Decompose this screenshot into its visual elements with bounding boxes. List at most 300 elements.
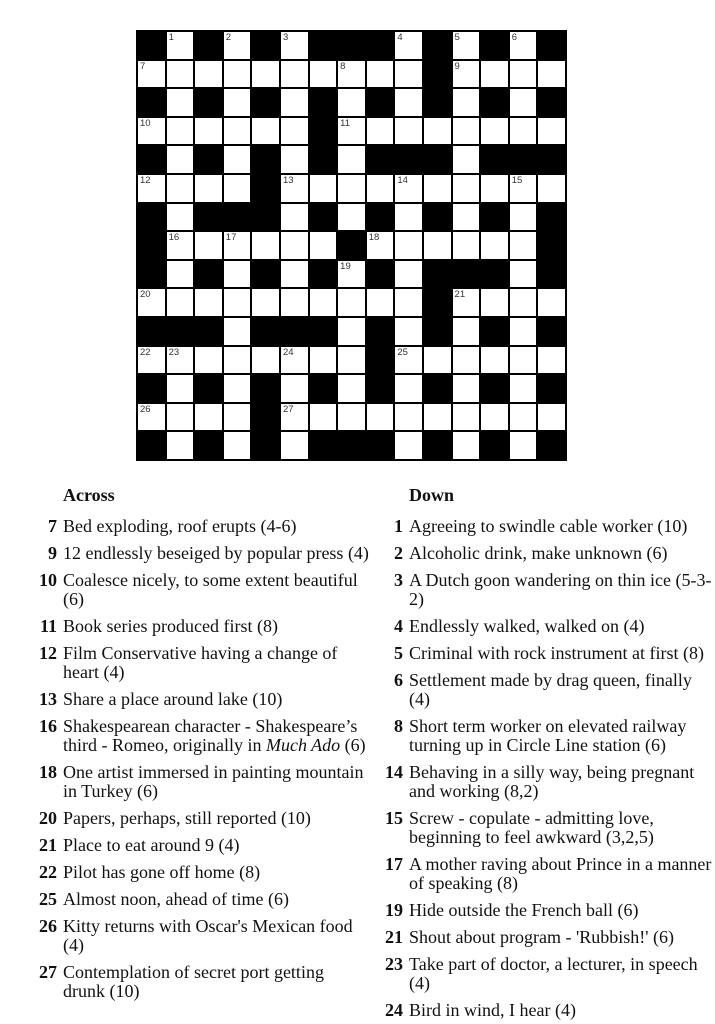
cell-number: 10 [140,117,151,129]
grid-cell-black [310,375,337,402]
grid-cell-black [538,89,565,116]
grid-cell-black [538,204,565,231]
grid-cell[interactable] [395,118,422,145]
grid-cell[interactable] [138,61,165,88]
grid-cell[interactable] [338,118,365,145]
clue-down-14 [379,763,715,801]
grid-cell-black [310,318,337,345]
grid-cell[interactable] [167,375,194,402]
grid-cell[interactable] [481,118,508,145]
grid-cell[interactable] [395,61,422,88]
grid-cell-black [481,89,508,116]
clue-number: 6 [394,670,403,690]
grid-cell[interactable] [195,347,222,374]
grid-cell-black [367,375,394,402]
grid-cell[interactable] [395,175,422,202]
clue-number: 10 [39,570,57,590]
grid-cell-black [138,375,165,402]
grid-cell[interactable] [281,261,308,288]
grid-cell[interactable] [252,289,279,316]
grid-cell[interactable] [224,318,251,345]
grid-cell[interactable] [310,404,337,431]
clue-across-13 [33,690,375,709]
grid-cell[interactable] [252,232,279,259]
grid-cell[interactable] [510,261,537,288]
grid-cell-black [138,89,165,116]
across-heading: Across [63,485,115,505]
clue-text: Behaving in a silly way, being pregnant and working (8,2) [409,762,695,801]
grid-cell[interactable] [224,232,251,259]
grid-cell-black [281,318,308,345]
grid-cell[interactable] [510,118,537,145]
grid-cell-black [395,146,422,173]
grid-cell[interactable] [481,175,508,202]
grid-cell[interactable] [453,61,480,88]
clue-text: Hide outside the French ball (6) [409,900,639,920]
grid-cell-black [167,318,194,345]
grid-cell-black [338,432,365,459]
grid-cell-black [481,375,508,402]
clue-down-2 [379,544,715,563]
grid-cell-black [138,318,165,345]
grid-cell[interactable] [481,289,508,316]
grid-cell[interactable] [338,375,365,402]
cell-number: 15 [511,174,523,186]
grid-cell[interactable] [367,404,394,431]
clue-number: 26 [39,916,57,936]
grid-cell[interactable] [281,289,308,316]
grid-cell[interactable] [224,375,251,402]
cell-number: 25 [397,346,408,358]
clue-number: 21 [385,927,403,947]
cell-number: 16 [168,232,180,244]
cell-number: 23 [168,346,180,358]
grid-cell[interactable] [310,175,337,202]
grid-cell[interactable] [252,61,279,88]
grid-cell-black [138,146,165,173]
grid-cell[interactable] [281,232,308,259]
clue-number: 1 [394,516,403,536]
grid-cell[interactable] [395,347,422,374]
grid-cell[interactable] [510,89,537,116]
grid-cell[interactable] [367,118,394,145]
grid-cell-black [252,32,279,59]
grid-cell-black [424,289,451,316]
cell-number: 2 [225,32,232,43]
grid-cell-black [424,204,451,231]
grid-cell[interactable] [281,118,308,145]
grid-cell[interactable] [224,347,251,374]
grid-cell[interactable] [338,347,365,374]
grid-cell[interactable] [510,204,537,231]
clue-text: Kitty returns with Oscar's Mexican food (4) [63,916,353,955]
clue-number: 9 [48,543,57,563]
clue-number: 18 [39,762,57,782]
grid-cell[interactable] [453,318,480,345]
grid-cell[interactable] [538,289,565,316]
cell-number: 7 [140,60,146,72]
grid-cell[interactable] [395,261,422,288]
cell-number: 27 [282,403,294,415]
grid-cell[interactable] [510,232,537,259]
grid-cell[interactable] [338,261,365,288]
grid-cell[interactable] [453,289,480,316]
cell-number: 14 [397,174,408,186]
grid-cell[interactable] [338,204,365,231]
grid-cell[interactable] [167,347,194,374]
clue-text: Place to eat around 9 (4) [63,835,240,855]
clue-across-7 [33,517,375,536]
clue-across-11 [33,617,375,636]
grid-cell[interactable] [167,404,194,431]
grid-cell[interactable] [281,347,308,374]
clue-number: 11 [39,616,57,636]
clue-number: 15 [385,808,403,828]
grid-cell[interactable] [138,289,165,316]
grid-cell[interactable] [310,61,337,88]
grid-cell-black [252,375,279,402]
clue-down-17 [379,855,715,893]
grid-cell-black [138,32,165,59]
clue-text: One artist immersed in painting mountain in Turkey (6) [63,762,364,801]
grid-cell[interactable] [424,118,451,145]
grid-cell[interactable] [453,89,480,116]
grid-cell[interactable] [195,175,222,202]
grid-cell[interactable] [224,32,251,59]
grid-cell[interactable] [453,375,480,402]
across-clue-list [33,517,375,1001]
grid-cell[interactable] [338,175,365,202]
clue-number: 14 [385,762,403,782]
grid-cell[interactable] [224,118,251,145]
grid-cell-black [481,432,508,459]
cell-number: 1 [168,32,174,43]
grid-cell[interactable] [167,61,194,88]
cell-number: 17 [225,232,237,244]
grid-cell[interactable] [453,32,480,59]
clue-text: Bird in wind, I hear (4) [409,1000,576,1020]
grid-cell-black [252,146,279,173]
cell-number: 18 [368,232,380,244]
grid-cell[interactable] [167,32,194,59]
clue-across-10 [33,571,375,609]
grid-cell[interactable] [538,347,565,374]
clue-text: A mother raving about Prince in a manner of speaking (8) [409,854,712,893]
grid-cell[interactable] [453,432,480,459]
grid-cell[interactable] [281,375,308,402]
grid-cell[interactable] [138,118,165,145]
grid-cell-black [424,32,451,59]
clue-text: Short term worker on elevated railway turning up in Circle Line station (6) [409,716,687,755]
grid-cell[interactable] [424,175,451,202]
grid-cell[interactable] [453,204,480,231]
grid-cell[interactable] [367,232,394,259]
grid-cell[interactable] [138,347,165,374]
clue-number: 25 [39,889,57,909]
grid-cell[interactable] [338,404,365,431]
grid-cell-black [538,318,565,345]
clue-number: 20 [39,808,57,828]
clue-text: Criminal with rock instrument at first (8) [409,643,704,663]
grid-cell[interactable] [395,232,422,259]
grid-cell[interactable] [395,89,422,116]
grid-cell[interactable] [424,347,451,374]
grid-cell[interactable] [510,432,537,459]
grid-cell[interactable] [338,289,365,316]
grid-cell[interactable] [195,118,222,145]
clue-across-25 [33,890,375,909]
grid-cell-black [195,146,222,173]
grid-cell[interactable] [224,432,251,459]
clue-number: 22 [39,862,57,882]
grid-cell[interactable] [538,175,565,202]
grid-cell[interactable] [281,432,308,459]
down-clue-list [379,517,715,1020]
grid-cell-black [195,32,222,59]
clue-text: Film Conservative having a change of heart (4) [63,643,338,682]
grid-cell-black [310,118,337,145]
grid-cell-black [481,32,508,59]
grid-cell-black [367,261,394,288]
grid-cell[interactable] [538,61,565,88]
grid-cell[interactable] [224,61,251,88]
grid-cell[interactable] [395,404,422,431]
grid-cell-black [424,89,451,116]
grid-cell-black [252,261,279,288]
clue-text: Bed exploding, roof erupts (4-6) [63,516,297,536]
clue-across-12 [33,644,375,682]
grid-cell-black [367,204,394,231]
grid-cell[interactable] [510,347,537,374]
clue-text: 12 endlessly beseiged by popular press (4) [63,543,369,563]
grid-cell[interactable] [281,146,308,173]
grid-cell[interactable] [195,404,222,431]
grid-cell-black [310,146,337,173]
grid-cell[interactable] [338,61,365,88]
clue-down-21 [379,928,715,947]
grid-cell[interactable] [281,61,308,88]
grid-cell[interactable] [167,118,194,145]
grid-cell[interactable] [395,32,422,59]
grid-cell[interactable] [510,61,537,88]
grid-cell[interactable] [510,404,537,431]
grid-cell-black [424,146,451,173]
grid-cell-black [310,204,337,231]
grid-cell[interactable] [338,89,365,116]
grid-cell-black [538,375,565,402]
clue-number: 16 [39,716,57,736]
clue-down-1 [379,517,715,536]
cell-number: 4 [397,32,403,43]
grid-cell-black [538,32,565,59]
grid-cell[interactable] [281,175,308,202]
grid-cell[interactable] [167,89,194,116]
grid-cell-black [138,432,165,459]
clue-text: Share a place around lake (10) [63,689,283,709]
grid-cell-black [338,32,365,59]
clue-down-15 [379,809,715,847]
grid-cell-black [310,32,337,59]
grid-cell[interactable] [224,89,251,116]
clue-down-5 [379,644,715,663]
grid-cell[interactable] [481,404,508,431]
clue-number: 7 [48,516,57,536]
clue-across-9 [33,544,375,563]
cell-number: 21 [454,289,466,301]
grid-cell[interactable] [424,404,451,431]
grid-cell-black [510,146,537,173]
grid-cell[interactable] [167,261,194,288]
grid-cell[interactable] [453,347,480,374]
grid-cell-black [481,318,508,345]
grid-cell[interactable] [224,261,251,288]
clue-text: Alcoholic drink, make unknown (6) [409,543,668,563]
grid-cell[interactable] [281,204,308,231]
grid-cell[interactable] [252,347,279,374]
grid-cell[interactable] [510,175,537,202]
clue-number: 2 [394,543,403,563]
grid-cell[interactable] [167,232,194,259]
clue-text: Settlement made by drag queen, finally (4) [409,670,692,709]
grid-cell[interactable] [310,232,337,259]
clue-across-22 [33,863,375,882]
grid-cell-black [538,232,565,259]
cell-number: 9 [454,60,460,72]
grid-cell-black [252,404,279,431]
grid-cell[interactable] [167,204,194,231]
grid-cell[interactable] [367,175,394,202]
grid-cell[interactable] [195,232,222,259]
grid-cell[interactable] [338,146,365,173]
grid-cell-black [367,146,394,173]
grid-cell[interactable] [538,118,565,145]
clue-number: 19 [385,900,403,920]
clue-number: 13 [39,689,57,709]
grid-cell-black [481,204,508,231]
grid-cell-black [252,318,279,345]
grid-cell[interactable] [281,32,308,59]
grid-cell-black [252,204,279,231]
clue-across-21 [33,836,375,855]
cell-number: 11 [340,117,351,129]
grid-cell[interactable] [195,61,222,88]
grid-cell[interactable] [395,432,422,459]
grid-cell-black [453,261,480,288]
grid-cell-black [367,347,394,374]
grid-cell-black [195,375,222,402]
clue-down-8 [379,717,715,755]
grid-cell[interactable] [195,289,222,316]
grid-cell[interactable] [224,289,251,316]
clue-across-18 [33,763,375,801]
grid-cell[interactable] [453,404,480,431]
grid-cell[interactable] [252,118,279,145]
grid-cell[interactable] [395,318,422,345]
grid-cell-black [424,432,451,459]
clue-across-26 [33,917,375,955]
grid-cell[interactable] [424,232,451,259]
clue-number: 5 [394,643,403,663]
grid-cell[interactable] [224,175,251,202]
down-heading: Down [409,485,455,505]
grid-cell-black [367,89,394,116]
grid-cell-black [195,261,222,288]
grid-cell[interactable] [310,347,337,374]
clue-number: 24 [385,1000,403,1020]
clue-text: Shout about program - 'Rubbish!' (6) [409,927,674,947]
grid-cell[interactable] [481,347,508,374]
grid-cell-black [424,61,451,88]
grid-cell[interactable] [395,289,422,316]
grid-cell[interactable] [510,318,537,345]
grid-cell-black [538,146,565,173]
grid-cell[interactable] [224,146,251,173]
cell-number: 20 [140,289,151,301]
grid-cell-black [252,175,279,202]
cell-number: 6 [511,32,518,43]
grid-cell-black [252,432,279,459]
grid-cell[interactable] [453,175,480,202]
grid-cell[interactable] [510,375,537,402]
clue-text: Coalesce nicely, to some extent beautiful (6) [63,570,358,609]
clue-text: Screw - copulate - admitting love, beginning to feel awkward (3,2,5) [409,808,654,847]
grid-cell[interactable] [167,146,194,173]
cell-number: 8 [340,60,346,72]
clue-text: Pilot has gone off home (8) [63,862,261,882]
grid-cell[interactable] [224,404,251,431]
grid-cell[interactable] [538,404,565,431]
cell-number: 24 [282,346,294,358]
grid-cell-black [338,232,365,259]
grid-cell[interactable] [367,289,394,316]
grid-cell[interactable] [395,204,422,231]
grid-cell-black [424,375,451,402]
grid-cell-black [252,89,279,116]
grid-cell[interactable] [167,289,194,316]
clue-text: A Dutch goon wandering on thin ice (5-3- 2) [409,570,712,609]
clue-number: 27 [39,962,57,982]
grid-cell[interactable] [481,61,508,88]
grid-cell-black [138,261,165,288]
grid-cell-black [538,261,565,288]
grid-cell[interactable] [395,375,422,402]
grid-cell[interactable] [338,318,365,345]
clue-number: 8 [394,716,403,736]
grid-cell-black [538,432,565,459]
grid-cell-black [195,432,222,459]
grid-cell[interactable] [167,432,194,459]
grid-cell[interactable] [138,175,165,202]
grid-cell[interactable] [510,32,537,59]
grid-cell[interactable] [281,89,308,116]
grid-cell[interactable] [281,404,308,431]
grid-cell-black [138,204,165,231]
grid-cell[interactable] [167,175,194,202]
clue-number: 4 [394,616,403,636]
grid-cell[interactable] [367,61,394,88]
grid-cell-black [138,232,165,259]
grid-cell[interactable] [510,289,537,316]
cell-number: 13 [282,174,294,186]
clue-down-6 [379,671,715,709]
grid-cell[interactable] [481,232,508,259]
grid-cell[interactable] [138,404,165,431]
grid-cell[interactable] [453,146,480,173]
grid-cell[interactable] [310,289,337,316]
grid-cell[interactable] [453,232,480,259]
grid-cell-black [224,204,251,231]
grid-cell[interactable] [453,118,480,145]
